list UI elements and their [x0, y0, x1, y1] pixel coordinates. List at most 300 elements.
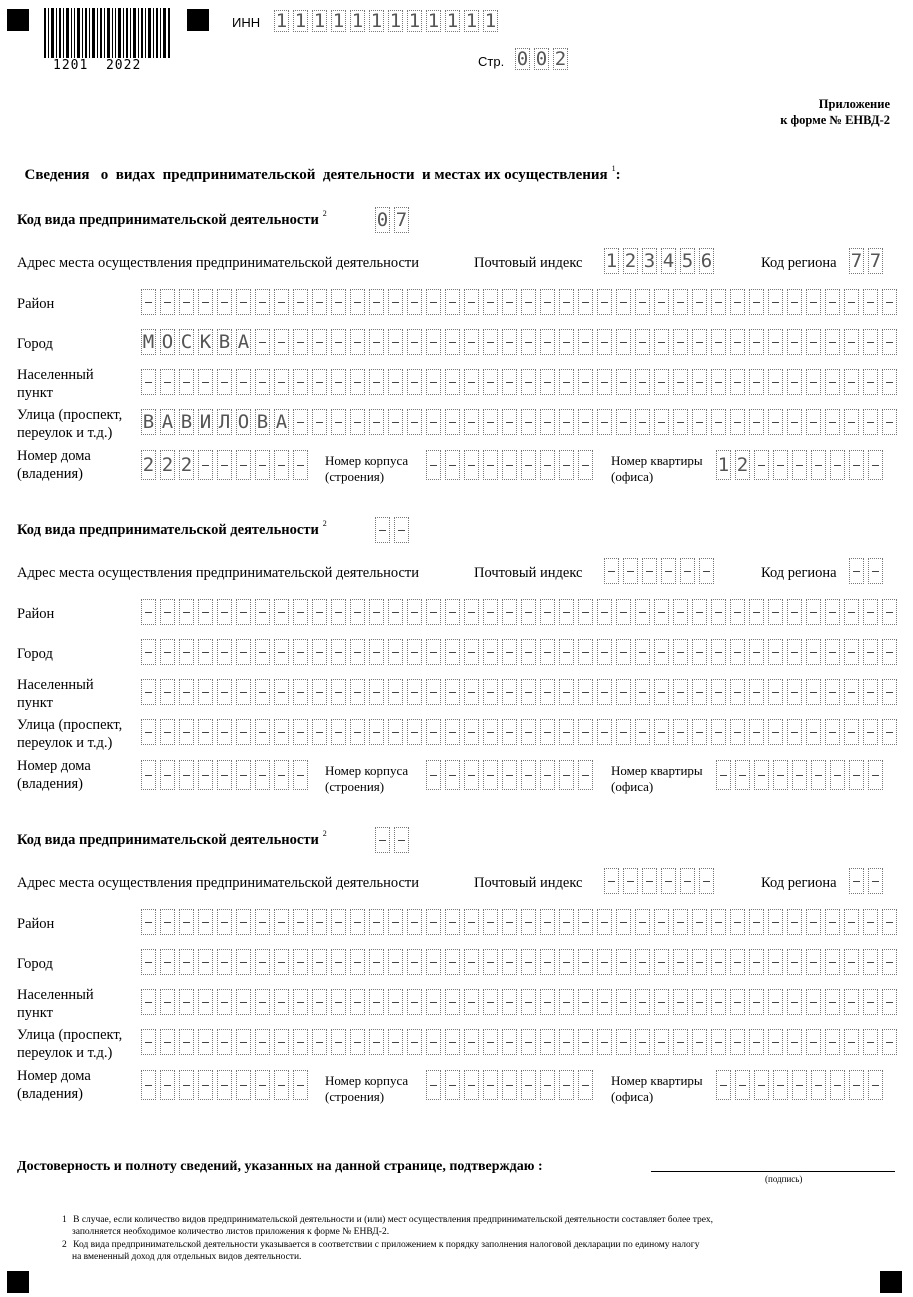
city-field-cell[interactable]: [350, 639, 365, 665]
apartment-number-field[interactable]: [716, 760, 883, 790]
settlement-field-cell[interactable]: [825, 679, 840, 705]
street-field-cell[interactable]: [863, 1029, 878, 1055]
district-field-cell[interactable]: [825, 289, 840, 315]
district-field-cell[interactable]: [844, 599, 859, 625]
city-field-cell[interactable]: [407, 639, 422, 665]
postal-code-field-cell[interactable]: [623, 868, 638, 894]
street-field-cell[interactable]: [350, 1029, 365, 1055]
district-field-cell[interactable]: [863, 599, 878, 625]
district-field-cell[interactable]: [616, 289, 631, 315]
city-field-cell[interactable]: [730, 329, 745, 355]
city-field-cell[interactable]: [692, 329, 707, 355]
city-field-cell[interactable]: [540, 949, 555, 975]
district-field-cell[interactable]: [350, 289, 365, 315]
settlement-field-cell[interactable]: [331, 369, 346, 395]
house-number-field-cell[interactable]: [141, 1070, 156, 1100]
district-field-cell[interactable]: [350, 599, 365, 625]
street-field-cell[interactable]: [711, 719, 726, 745]
city-field-cell[interactable]: [217, 639, 232, 665]
settlement-field-cell[interactable]: [673, 369, 688, 395]
city-field-cell[interactable]: [426, 329, 441, 355]
postal-code-field-cell[interactable]: [699, 868, 714, 894]
settlement-field-cell[interactable]: [540, 989, 555, 1015]
apartment-number-field[interactable]: [716, 1070, 883, 1100]
settlement-field-cell[interactable]: [388, 679, 403, 705]
city-field-cell[interactable]: [692, 639, 707, 665]
district-field-cell[interactable]: [502, 289, 517, 315]
street-field-cell[interactable]: [426, 1029, 441, 1055]
settlement-field-cell[interactable]: [445, 369, 460, 395]
city-field-cell[interactable]: [768, 329, 783, 355]
district-field-cell[interactable]: [730, 909, 745, 935]
street-field-cell[interactable]: [179, 1029, 194, 1055]
settlement-field-cell[interactable]: [521, 679, 536, 705]
building-number-field-cell[interactable]: [578, 450, 593, 480]
settlement-field-cell[interactable]: [521, 369, 536, 395]
apartment-number-field-cell[interactable]: [773, 1070, 788, 1100]
city-field-cell[interactable]: [844, 639, 859, 665]
house-number-field-cell[interactable]: [274, 760, 289, 790]
street-field-cell[interactable]: [274, 1029, 289, 1055]
building-number-field[interactable]: [426, 760, 593, 790]
settlement-field-cell[interactable]: [350, 369, 365, 395]
settlement-field-cell[interactable]: [654, 989, 669, 1015]
district-field-cell[interactable]: [711, 289, 726, 315]
district-field-cell[interactable]: [502, 599, 517, 625]
building-number-field-cell[interactable]: [426, 760, 441, 790]
city-field-cell[interactable]: [141, 639, 156, 665]
apartment-number-field-cell[interactable]: [773, 450, 788, 480]
city-field-cell[interactable]: [407, 329, 422, 355]
city-field-cell[interactable]: [673, 639, 688, 665]
settlement-field-cell[interactable]: [654, 679, 669, 705]
region-code-field[interactable]: [849, 558, 883, 584]
street-field-cell[interactable]: [806, 409, 821, 435]
street-field-cell[interactable]: [578, 719, 593, 745]
settlement-field-cell[interactable]: [464, 369, 479, 395]
postal-code-field-cell[interactable]: [623, 558, 638, 584]
street-field-cell[interactable]: В: [180, 411, 193, 433]
district-field-cell[interactable]: [806, 289, 821, 315]
page-number-cell[interactable]: 0: [535, 48, 548, 70]
building-number-field-cell[interactable]: [483, 1070, 498, 1100]
city-field-cell[interactable]: [407, 949, 422, 975]
apartment-number-field-cell[interactable]: [849, 760, 864, 790]
street-field-cell[interactable]: [502, 1029, 517, 1055]
settlement-field-cell[interactable]: [711, 679, 726, 705]
apartment-number-field-cell[interactable]: [754, 1070, 769, 1100]
city-field-cell[interactable]: [521, 329, 536, 355]
apartment-number-field-cell[interactable]: [792, 450, 807, 480]
building-number-field-cell[interactable]: [521, 1070, 536, 1100]
city-field-cell[interactable]: [806, 329, 821, 355]
street-field-cell[interactable]: [825, 409, 840, 435]
settlement-field-cell[interactable]: [502, 369, 517, 395]
house-number-field-cell[interactable]: [293, 760, 308, 790]
apartment-number-field-cell[interactable]: [716, 1070, 731, 1100]
city-field-cell[interactable]: [787, 949, 802, 975]
city-field-cell[interactable]: [293, 639, 308, 665]
city-field-cell[interactable]: [293, 949, 308, 975]
street-field-cell[interactable]: [521, 719, 536, 745]
settlement-field-cell[interactable]: [141, 369, 156, 395]
district-field-cell[interactable]: [540, 909, 555, 935]
settlement-field-cell[interactable]: [331, 989, 346, 1015]
page-number-cell[interactable]: 2: [554, 48, 567, 70]
street-field-cell[interactable]: [673, 1029, 688, 1055]
street-field-cell[interactable]: [730, 719, 745, 745]
settlement-field-cell[interactable]: [464, 989, 479, 1015]
settlement-field-cell[interactable]: [274, 679, 289, 705]
apartment-number-field-cell[interactable]: [849, 1070, 864, 1100]
city-field-cell[interactable]: [426, 949, 441, 975]
city-field-cell[interactable]: [293, 329, 308, 355]
city-field-cell[interactable]: [825, 639, 840, 665]
settlement-field-cell[interactable]: [844, 989, 859, 1015]
street-field[interactable]: [141, 1029, 897, 1055]
street-field-cell[interactable]: [844, 719, 859, 745]
street-field-cell[interactable]: [179, 719, 194, 745]
street-field-cell[interactable]: [654, 1029, 669, 1055]
street-field-cell[interactable]: [388, 409, 403, 435]
apartment-number-field-cell[interactable]: [830, 450, 845, 480]
house-number-field-cell[interactable]: [236, 760, 251, 790]
street-field-cell[interactable]: [464, 409, 479, 435]
street-field-cell[interactable]: [198, 719, 213, 745]
street-field-cell[interactable]: В: [142, 411, 155, 433]
city-field-cell[interactable]: [331, 949, 346, 975]
street-field-cell[interactable]: [369, 1029, 384, 1055]
settlement-field-cell[interactable]: [255, 679, 270, 705]
postal-code-field-cell[interactable]: 1: [605, 250, 618, 272]
street-field-cell[interactable]: В: [256, 411, 269, 433]
settlement-field-cell[interactable]: [331, 679, 346, 705]
city-field-cell[interactable]: [616, 329, 631, 355]
inn-cell[interactable]: 1: [389, 10, 402, 32]
postal-code-field[interactable]: [604, 868, 714, 894]
settlement-field-cell[interactable]: [179, 679, 194, 705]
activity-code-field[interactable]: [375, 827, 409, 853]
building-number-field-cell[interactable]: [578, 760, 593, 790]
district-field-cell[interactable]: [274, 909, 289, 935]
settlement-field-cell[interactable]: [445, 679, 460, 705]
city-field[interactable]: [141, 949, 897, 975]
region-code-field-cell[interactable]: [868, 868, 883, 894]
street-field-cell[interactable]: [293, 719, 308, 745]
city-field-cell[interactable]: [844, 949, 859, 975]
district-field-cell[interactable]: [369, 909, 384, 935]
street-field-cell[interactable]: [806, 1029, 821, 1055]
city-field-cell[interactable]: [236, 639, 251, 665]
district-field-cell[interactable]: [312, 909, 327, 935]
apartment-number-field-cell[interactable]: [868, 760, 883, 790]
street-field-cell[interactable]: А: [161, 411, 174, 433]
building-number-field-cell[interactable]: [521, 760, 536, 790]
settlement-field-cell[interactable]: [749, 679, 764, 705]
street-field-cell[interactable]: [198, 1029, 213, 1055]
district-field-cell[interactable]: [179, 289, 194, 315]
apartment-number-field-cell[interactable]: [868, 450, 883, 480]
settlement-field-cell[interactable]: [787, 989, 802, 1015]
street-field-cell[interactable]: [597, 1029, 612, 1055]
district-field-cell[interactable]: [844, 909, 859, 935]
city-field-cell[interactable]: [521, 639, 536, 665]
street-field-cell[interactable]: [464, 1029, 479, 1055]
street-field-cell[interactable]: [483, 719, 498, 745]
street-field-cell[interactable]: [882, 409, 897, 435]
street-field-cell[interactable]: [730, 409, 745, 435]
district-field-cell[interactable]: [882, 909, 897, 935]
street-field-cell[interactable]: [768, 719, 783, 745]
district-field-cell[interactable]: [787, 289, 802, 315]
settlement-field-cell[interactable]: [141, 989, 156, 1015]
street-field-cell[interactable]: [787, 1029, 802, 1055]
street-field-cell[interactable]: [597, 719, 612, 745]
district-field-cell[interactable]: [445, 909, 460, 935]
settlement-field-cell[interactable]: [540, 369, 555, 395]
building-number-field-cell[interactable]: [426, 450, 441, 480]
settlement-field-cell[interactable]: [806, 989, 821, 1015]
district-field-cell[interactable]: [483, 599, 498, 625]
settlement-field-cell[interactable]: [863, 679, 878, 705]
street-field-cell[interactable]: [521, 409, 536, 435]
district-field-cell[interactable]: [673, 909, 688, 935]
settlement-field-cell[interactable]: [236, 369, 251, 395]
street-field-cell[interactable]: [825, 719, 840, 745]
settlement-field-cell[interactable]: [768, 989, 783, 1015]
settlement-field-cell[interactable]: [730, 679, 745, 705]
settlement-field-cell[interactable]: [768, 369, 783, 395]
house-number-field-cell[interactable]: [160, 760, 175, 790]
settlement-field-cell[interactable]: [217, 369, 232, 395]
district-field-cell[interactable]: [654, 599, 669, 625]
city-field-cell[interactable]: [388, 329, 403, 355]
district-field-cell[interactable]: [160, 599, 175, 625]
district-field-cell[interactable]: [654, 909, 669, 935]
settlement-field-cell[interactable]: [198, 989, 213, 1015]
street-field-cell[interactable]: [749, 719, 764, 745]
settlement-field-cell[interactable]: [806, 369, 821, 395]
district-field-cell[interactable]: [426, 909, 441, 935]
street-field-cell[interactable]: [540, 409, 555, 435]
city-field-cell[interactable]: [540, 639, 555, 665]
settlement-field-cell[interactable]: [692, 679, 707, 705]
city-field-cell[interactable]: [673, 329, 688, 355]
city-field-cell[interactable]: [198, 949, 213, 975]
region-code-field-cell[interactable]: [849, 558, 864, 584]
settlement-field-cell[interactable]: [407, 679, 422, 705]
street-field-cell[interactable]: [407, 409, 422, 435]
street-field-cell[interactable]: [331, 719, 346, 745]
district-field-cell[interactable]: [863, 289, 878, 315]
city-field-cell[interactable]: [616, 639, 631, 665]
district-field-cell[interactable]: [293, 599, 308, 625]
apartment-number-field-cell[interactable]: [754, 450, 769, 480]
settlement-field-cell[interactable]: [426, 679, 441, 705]
district-field-cell[interactable]: [236, 599, 251, 625]
street-field-cell[interactable]: [635, 409, 650, 435]
settlement-field-cell[interactable]: [255, 369, 270, 395]
settlement-field-cell[interactable]: [483, 369, 498, 395]
city-field[interactable]: [141, 639, 897, 665]
street-field-cell[interactable]: [312, 719, 327, 745]
settlement-field-cell[interactable]: [692, 989, 707, 1015]
building-number-field-cell[interactable]: [483, 450, 498, 480]
settlement-field-cell[interactable]: [483, 679, 498, 705]
city-field-cell[interactable]: [236, 949, 251, 975]
city-field-cell[interactable]: [673, 949, 688, 975]
city-field-cell[interactable]: [445, 639, 460, 665]
district-field-cell[interactable]: [198, 289, 213, 315]
city-field-cell[interactable]: [426, 639, 441, 665]
street-field-cell[interactable]: [730, 1029, 745, 1055]
settlement-field-cell[interactable]: [635, 989, 650, 1015]
street-field-cell[interactable]: [540, 719, 555, 745]
district-field-cell[interactable]: [160, 909, 175, 935]
district-field-cell[interactable]: [692, 289, 707, 315]
page-number-field[interactable]: [515, 48, 568, 70]
street-field-cell[interactable]: [692, 719, 707, 745]
street-field-cell[interactable]: [350, 409, 365, 435]
street-field-cell[interactable]: [236, 719, 251, 745]
street-field-cell[interactable]: [483, 409, 498, 435]
street-field-cell[interactable]: [597, 409, 612, 435]
district-field-cell[interactable]: [787, 599, 802, 625]
district-field-cell[interactable]: [464, 599, 479, 625]
house-number-field-cell[interactable]: [160, 1070, 175, 1100]
city-field-cell[interactable]: [331, 639, 346, 665]
settlement-field[interactable]: [141, 679, 897, 705]
region-code-field[interactable]: [849, 868, 883, 894]
settlement-field-cell[interactable]: [597, 679, 612, 705]
inn-cell[interactable]: 1: [408, 10, 421, 32]
building-number-field-cell[interactable]: [502, 450, 517, 480]
district-field-cell[interactable]: [293, 909, 308, 935]
city-field-cell[interactable]: М: [142, 331, 155, 353]
building-number-field-cell[interactable]: [502, 760, 517, 790]
district-field-cell[interactable]: [882, 289, 897, 315]
settlement-field-cell[interactable]: [559, 989, 574, 1015]
street-field-cell[interactable]: [255, 1029, 270, 1055]
district-field-cell[interactable]: [331, 599, 346, 625]
district-field-cell[interactable]: [521, 599, 536, 625]
district-field-cell[interactable]: [236, 909, 251, 935]
district-field-cell[interactable]: [502, 909, 517, 935]
city-field-cell[interactable]: [179, 639, 194, 665]
settlement-field-cell[interactable]: [388, 989, 403, 1015]
settlement-field-cell[interactable]: [559, 679, 574, 705]
street-field-cell[interactable]: [844, 409, 859, 435]
district-field-cell[interactable]: [597, 599, 612, 625]
house-number-field-cell[interactable]: [198, 450, 213, 480]
district-field-cell[interactable]: [559, 289, 574, 315]
house-number-field-cell[interactable]: [255, 450, 270, 480]
street-field-cell[interactable]: [540, 1029, 555, 1055]
city-field-cell[interactable]: [369, 329, 384, 355]
district-field-cell[interactable]: [407, 909, 422, 935]
street-field-cell[interactable]: [426, 409, 441, 435]
settlement-field-cell[interactable]: [882, 989, 897, 1015]
city-field-cell[interactable]: [141, 949, 156, 975]
house-number-field[interactable]: [141, 1070, 308, 1100]
settlement-field-cell[interactable]: [312, 679, 327, 705]
street-field-cell[interactable]: [654, 719, 669, 745]
city-field-cell[interactable]: [749, 329, 764, 355]
settlement-field-cell[interactable]: [787, 369, 802, 395]
district-field-cell[interactable]: [331, 909, 346, 935]
district-field-cell[interactable]: [274, 599, 289, 625]
district-field-cell[interactable]: [369, 289, 384, 315]
house-number-field-cell[interactable]: 2: [179, 450, 194, 480]
city-field-cell[interactable]: [654, 949, 669, 975]
house-number-field-cell[interactable]: [179, 1070, 194, 1100]
district-field-cell[interactable]: [749, 599, 764, 625]
street-field-cell[interactable]: [236, 1029, 251, 1055]
city-field-cell[interactable]: [882, 329, 897, 355]
district-field-cell[interactable]: [331, 289, 346, 315]
street-field-cell[interactable]: [274, 719, 289, 745]
settlement-field-cell[interactable]: [597, 369, 612, 395]
district-field-cell[interactable]: [654, 289, 669, 315]
house-number-field-cell[interactable]: 2: [141, 450, 156, 480]
apartment-number-field-cell[interactable]: [811, 760, 826, 790]
district-field-cell[interactable]: [141, 909, 156, 935]
city-field-cell[interactable]: [616, 949, 631, 975]
settlement-field-cell[interactable]: [388, 369, 403, 395]
street-field[interactable]: [141, 409, 897, 435]
street-field-cell[interactable]: [407, 719, 422, 745]
settlement-field-cell[interactable]: [749, 989, 764, 1015]
district-field[interactable]: [141, 599, 897, 625]
street-field-cell[interactable]: [749, 409, 764, 435]
street-field-cell[interactable]: [160, 1029, 175, 1055]
street-field-cell[interactable]: [616, 409, 631, 435]
activity-code-field[interactable]: [375, 517, 409, 543]
district-field-cell[interactable]: [388, 289, 403, 315]
district-field-cell[interactable]: [217, 289, 232, 315]
city-field-cell[interactable]: [445, 329, 460, 355]
district-field-cell[interactable]: [768, 909, 783, 935]
street-field-cell[interactable]: [293, 409, 308, 435]
city-field-cell[interactable]: [445, 949, 460, 975]
settlement-field-cell[interactable]: [863, 369, 878, 395]
city-field-cell[interactable]: [597, 949, 612, 975]
district-field-cell[interactable]: [521, 289, 536, 315]
city-field-cell[interactable]: [654, 329, 669, 355]
settlement-field-cell[interactable]: [730, 369, 745, 395]
city-field-cell[interactable]: [730, 949, 745, 975]
building-number-field[interactable]: [426, 450, 593, 480]
settlement-field-cell[interactable]: [369, 369, 384, 395]
building-number-field-cell[interactable]: [559, 1070, 574, 1100]
district-field-cell[interactable]: [711, 599, 726, 625]
district-field-cell[interactable]: [312, 599, 327, 625]
city-field-cell[interactable]: [711, 639, 726, 665]
street-field-cell[interactable]: [578, 409, 593, 435]
city-field-cell[interactable]: [787, 639, 802, 665]
street-field-cell[interactable]: [445, 409, 460, 435]
street-field-cell[interactable]: [350, 719, 365, 745]
district-field-cell[interactable]: [388, 909, 403, 935]
street-field-cell[interactable]: [578, 1029, 593, 1055]
city-field-cell[interactable]: [255, 949, 270, 975]
street-field-cell[interactable]: [331, 409, 346, 435]
apartment-number-field-cell[interactable]: [735, 1070, 750, 1100]
district-field-cell[interactable]: [749, 909, 764, 935]
settlement-field-cell[interactable]: [768, 679, 783, 705]
postal-code-field-cell[interactable]: [604, 558, 619, 584]
settlement-field-cell[interactable]: [407, 369, 422, 395]
